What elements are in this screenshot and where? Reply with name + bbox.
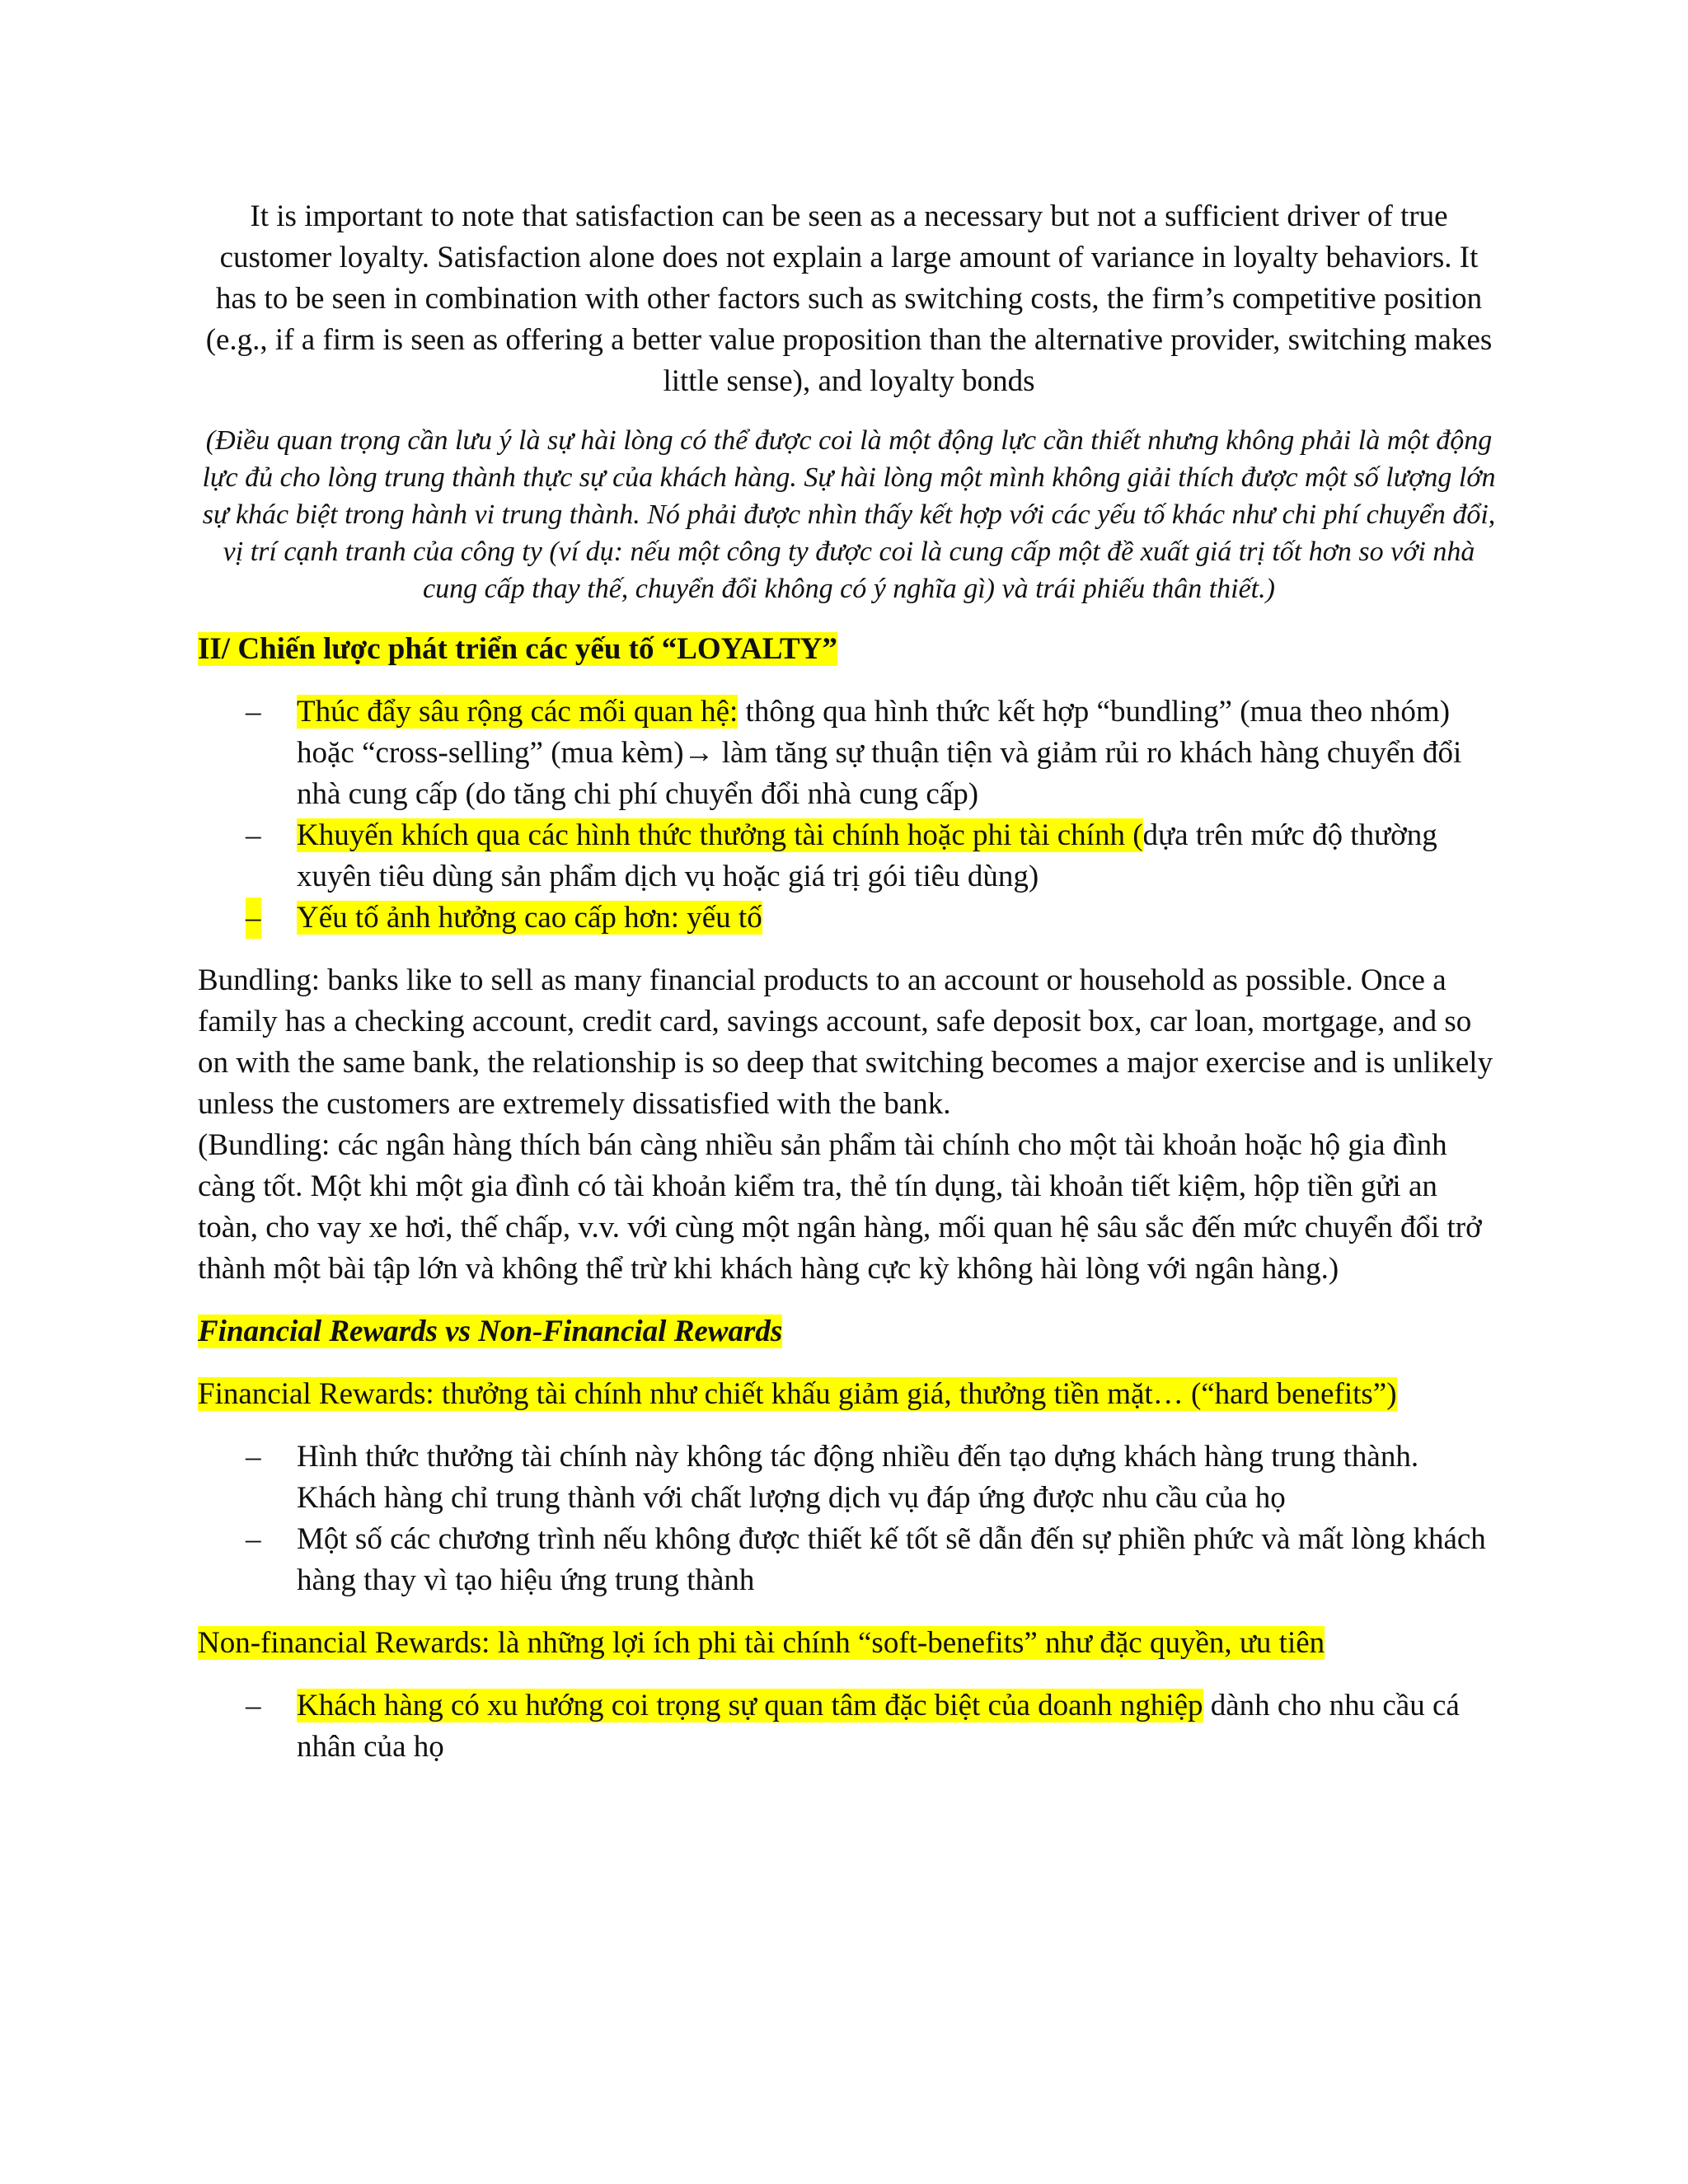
strategy-item	[198, 691, 1500, 815]
strategy-item-highlight: Thúc đẩy sâu rộng các mối quan hệ:	[297, 695, 738, 729]
financial-rewards-list	[198, 1436, 1500, 1601]
bundling-vietnamese-paragraph: (Bundling: các ngân hàng thích bán càng nhiều sản phẩm tài chính cho một tài khoản hoặc hộ gia đình càng tốt. Một khi một gia đình có tài khoản kiểm tra, thẻ tín dụng, tài khoản tiết kiệm, hộp tiền gửi an toàn, cho vay xe hơi, thế chấp, v.v. với cùng một ngân hàng, mối quan hệ sâu sắc đến mức chuyển đổi trở thành một bài tập lớn và không thể trừ khi khách hàng cực kỳ không hài lòng với ngân hàng.)	[198, 1128, 1482, 1286]
nonfinancial-rewards-item-highlight: Khách hàng có xu hướng coi trọng sự quan tâm đặc biệt của doanh nghiệp	[297, 1689, 1203, 1722]
nonfinancial-rewards-item-text: dành cho nhu cầu cá nhân của họ	[297, 1689, 1460, 1764]
dash-bullet: –	[246, 818, 261, 852]
strategy-item-highlight: Yếu tố ảnh hưởng cao cấp hơn: yếu tố	[297, 901, 762, 935]
financial-rewards-item-text: Hình thức thưởng tài chính này không tác động nhiều đến tạo dựng khách hàng trung thành. Khách hàng chỉ trung thành với chất lượng dịch vụ đáp ứng được nhu cầu của họ	[297, 1440, 1419, 1515]
strategy-list	[198, 691, 1500, 939]
dash-bullet: –	[246, 695, 261, 729]
nonfinancial-rewards-line	[198, 1623, 1500, 1664]
intro-english-paragraph: It is important to note that satisfaction can be seen as a necessary but not a sufficient driver of true customer loyalty. Satisfaction alone does not explain a large amount of variance in loyalty behaviors. It has to be seen in combination with other factors such as switching costs, the firm’s competitive position (e.g., if a firm is seen as offering a better value proposition than the alternative provider, switching makes little sense), and loyalty bonds	[205, 199, 1493, 398]
document-page	[198, 196, 1500, 1789]
nonfinancial-rewards-list	[198, 1685, 1500, 1768]
section-heading-text: II/ Chiến lược phát triển các yếu tố “LOYALTY”	[198, 632, 837, 666]
dash-bullet: –	[246, 1440, 261, 1474]
financial-rewards-text: Financial Rewards: thưởng tài chính như chiết khấu giảm giá, thưởng tiền mặt… (“hard benefits”)	[198, 1377, 1397, 1411]
strategy-item-text: dựa trên mức độ thường xuyên tiêu dùng sản phẩm dịch vụ hoặc giá trị gói tiêu dùng)	[297, 818, 1437, 893]
strategy-item-text: thông qua hình thức kết hợp “bundling” (mua theo nhóm) hoặc “cross-selling” (mua kèm)→ làm tăng sự thuận tiện và giảm rủi ro khách hàng chuyển đổi nhà cung cấp (do tăng chi phí chuyển đổi nhà cung cấp)	[297, 695, 1462, 811]
dash-bullet: –	[246, 1689, 261, 1722]
strategy-item-highlight: Khuyến khích qua các hình thức thưởng tài chính hoặc phi tài chính (	[297, 818, 1143, 852]
strategy-item	[198, 815, 1500, 898]
nonfinancial-rewards-item	[198, 1685, 1500, 1768]
financial-rewards-item	[198, 1436, 1500, 1519]
intro-vietnamese-translation: (Điều quan trọng cần lưu ý là sự hài lòng có thể được coi là một động lực cần thiết nhưng không phải là một động lực đủ cho lòng trung thành thực sự của khách hàng. Sự hài lòng một mình không giải thích được một số lượng lớn sự khác biệt trong hành vi trung thành. Nó phải được nhìn thấy kết hợp với các yếu tố khác như chi phí chuyển đổi, vị trí cạnh tranh của công ty (ví dụ: nếu một công ty được coi là cung cấp một đề xuất giá trị tốt hơn so với nhà cung cấp thay thế, chuyển đổi không có ý nghĩa gì) và trái phiếu thân thiết.)	[202, 425, 1496, 604]
nonfinancial-rewards-text: Non-financial Rewards: là những lợi ích phi tài chính “soft-benefits” như đặc quyền, ưu tiên	[198, 1626, 1325, 1660]
rewards-subheading-text: Financial Rewards vs Non-Financial Rewards	[198, 1315, 783, 1348]
rewards-subheading	[198, 1311, 1500, 1352]
financial-rewards-item	[198, 1519, 1500, 1601]
dash-bullet: –	[246, 898, 261, 939]
financial-rewards-item-text: Một số các chương trình nếu không được thiết kế tốt sẽ dẫn đến sự phiền phức và mất lòng khách hàng thay vì tạo hiệu ứng trung thành	[297, 1522, 1486, 1597]
dash-bullet: –	[246, 1522, 261, 1556]
strategy-item	[198, 898, 1500, 939]
bundling-english-paragraph: Bundling: banks like to sell as many financial products to an account or household as possible. Once a family has a checking account, credit card, savings account, safe deposit box, car loan, mortgage, and so on with the same bank, the relationship is so deep that switching becomes a major exercise and is unlikely unless the customers are extremely dissatisfied with the bank.	[198, 963, 1493, 1121]
financial-rewards-line	[198, 1374, 1500, 1415]
section-heading	[198, 629, 1500, 670]
